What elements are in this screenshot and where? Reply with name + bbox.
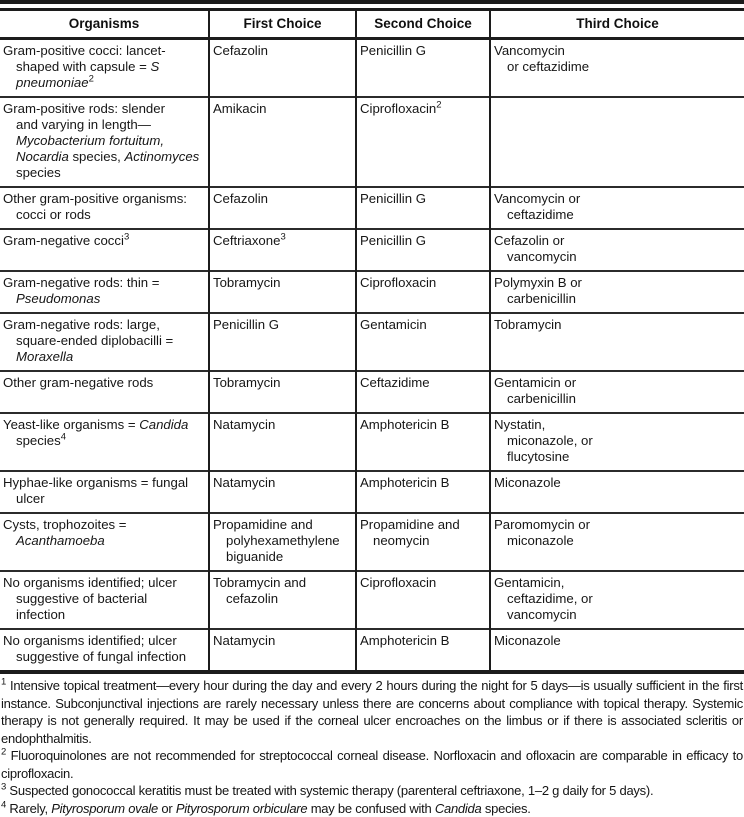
third-choice-cell: [490, 371, 744, 413]
third-choice-cell: [490, 229, 744, 271]
second-choice-cell-text: Penicillin G: [360, 191, 486, 207]
second-choice-cell: [356, 571, 490, 629]
first-choice-cell-text: Tobramycin: [213, 275, 352, 291]
second-choice-cell-text: Penicillin G: [360, 43, 486, 59]
second-choice-cell: [356, 271, 490, 313]
first-choice-cell-text: Cefazolin: [213, 191, 352, 207]
third-choice-cell: [490, 39, 744, 98]
third-choice-cell-text: Miconazole: [494, 475, 741, 491]
third-choice-cell-text: Nystatin, miconazole, or flucytosine: [494, 417, 741, 465]
second-choice-cell-text: Penicillin G: [360, 233, 486, 249]
second-choice-cell: [356, 187, 490, 229]
third-choice-cell: [490, 513, 744, 571]
second-choice-cell-text: Ciprofloxacin$^2$: [360, 101, 486, 117]
first-choice-cell: [209, 39, 356, 98]
treatment-table: [0, 8, 744, 674]
second-choice-cell: [356, 229, 490, 271]
second-choice-cell: [356, 629, 490, 672]
column-header-organisms: Organisms: [0, 10, 209, 39]
organisms-cell: [0, 187, 209, 229]
footnote: $^2$ Fluoroquinolones are not recommended for streptococcal corneal disease. Norfloxacin and ofloxacin are comparable in efficacy to ciprofloxacin.: [1, 747, 743, 782]
second-choice-cell: [356, 413, 490, 471]
third-choice-cell-text: Gentamicin, ceftazidime, or vancomycin: [494, 575, 741, 623]
organisms-cell-text: No organisms identified; ulcer suggestive of fungal infection: [3, 633, 205, 665]
column-header-second-choice: Second Choice: [356, 10, 490, 39]
third-choice-cell: [490, 413, 744, 471]
first-choice-cell-text: Tobramycin and cefazolin: [213, 575, 352, 607]
footnote-marker: 2: [1, 747, 6, 758]
first-choice-cell-text: Natamycin: [213, 475, 352, 491]
organisms-cell: [0, 39, 209, 98]
organisms-cell-text: Yeast-like organisms = Candida species$^4$: [3, 417, 205, 449]
organisms-cell: [0, 571, 209, 629]
organisms-cell: [0, 271, 209, 313]
table-row: [0, 271, 744, 313]
first-choice-cell-text: Natamycin: [213, 417, 352, 433]
organisms-cell: [0, 513, 209, 571]
third-choice-cell: [490, 97, 744, 187]
second-choice-cell-text: Ceftazidime: [360, 375, 486, 391]
second-choice-cell-text: Ciprofloxacin: [360, 275, 486, 291]
footnote-marker: 4: [1, 799, 6, 810]
table-row: [0, 229, 744, 271]
first-choice-cell: [209, 513, 356, 571]
first-choice-cell: [209, 313, 356, 371]
third-choice-cell: [490, 271, 744, 313]
first-choice-cell-text: Ceftriaxone$^3$: [213, 233, 352, 249]
first-choice-cell-text: Amikacin: [213, 101, 352, 117]
table-row: [0, 97, 744, 187]
third-choice-cell-text: Tobramycin: [494, 317, 741, 333]
third-choice-cell-text: Vancomycin or ceftazidime: [494, 43, 741, 75]
organisms-cell: [0, 313, 209, 371]
table-row: [0, 413, 744, 471]
third-choice-cell: [490, 571, 744, 629]
table-row: [0, 187, 744, 229]
third-choice-cell: [490, 313, 744, 371]
first-choice-cell: [209, 229, 356, 271]
organisms-cell-text: Gram-positive rods: slender and varying in length— Mycobacterium fortuitum, Nocardia species, Actinomyces species: [3, 101, 205, 181]
first-choice-cell: [209, 629, 356, 672]
first-choice-cell-text: Natamycin: [213, 633, 352, 649]
organisms-cell-text: Gram-positive cocci: lancet- shaped with capsule = S pneumoniae$^2$: [3, 43, 205, 91]
second-choice-cell-text: Amphotericin B: [360, 417, 486, 433]
header-row: [0, 10, 744, 39]
organisms-cell-text: Other gram-positive organisms: cocci or rods: [3, 191, 205, 223]
column-header-first-choice: First Choice: [209, 10, 356, 39]
organisms-cell: [0, 371, 209, 413]
second-choice-cell: [356, 39, 490, 98]
first-choice-cell: [209, 97, 356, 187]
third-choice-cell-text: Cefazolin or vancomycin: [494, 233, 741, 265]
third-choice-cell-text: Polymyxin B or carbenicillin: [494, 275, 741, 307]
organisms-cell: [0, 97, 209, 187]
organisms-cell-text: Hyphae-like organisms = fungal ulcer: [3, 475, 205, 507]
column-header-third-choice: Third Choice: [490, 10, 744, 39]
footnote: $^4$ Rarely, Pityrosporum ovale or Pityrosporum orbiculare may be confused with Candida species.: [1, 800, 743, 817]
top-rule: [0, 0, 744, 4]
second-choice-cell-text: Amphotericin B: [360, 633, 486, 649]
organisms-cell: [0, 629, 209, 672]
organisms-cell-text: No organisms identified; ulcer suggestive of bacterial infection: [3, 575, 205, 623]
first-choice-cell: [209, 187, 356, 229]
second-choice-cell-text: Gentamicin: [360, 317, 486, 333]
second-choice-cell: [356, 471, 490, 513]
organisms-cell: [0, 413, 209, 471]
footnote-marker: 1: [1, 677, 6, 688]
footnotes-block: [0, 677, 744, 817]
third-choice-cell: [490, 187, 744, 229]
table-row: [0, 313, 744, 371]
first-choice-cell: [209, 471, 356, 513]
first-choice-cell: [209, 371, 356, 413]
footnote: $^3$ Suspected gonococcal keratitis must be treated with systemic therapy (parenteral ceftriaxone, 1–2 g daily for 5 days).: [1, 782, 743, 800]
organisms-cell: [0, 471, 209, 513]
organisms-cell-text: Other gram-negative rods: [3, 375, 205, 391]
footnote-marker: 3: [1, 782, 6, 793]
organisms-cell-text: Cysts, trophozoites = Acanthamoeba: [3, 517, 205, 549]
second-choice-cell-text: Propamidine and neomycin: [360, 517, 486, 549]
first-choice-cell: [209, 571, 356, 629]
table-row: [0, 371, 744, 413]
organisms-cell-text: Gram-negative rods: thin = Pseudomonas: [3, 275, 205, 307]
first-choice-cell-text: Cefazolin: [213, 43, 352, 59]
third-choice-cell-text: Gentamicin or carbenicillin: [494, 375, 741, 407]
third-choice-cell: [490, 471, 744, 513]
third-choice-cell-text: Miconazole: [494, 633, 741, 649]
first-choice-cell-text: Tobramycin: [213, 375, 352, 391]
table-row: [0, 571, 744, 629]
third-choice-cell-text: Vancomycin or ceftazidime: [494, 191, 741, 223]
organisms-cell: [0, 229, 209, 271]
organisms-cell-text: Gram-negative cocci$^3$: [3, 233, 205, 249]
second-choice-cell-text: Amphotericin B: [360, 475, 486, 491]
second-choice-cell: [356, 513, 490, 571]
second-choice-cell: [356, 97, 490, 187]
table-row: [0, 629, 744, 672]
first-choice-cell: [209, 271, 356, 313]
third-choice-cell: [490, 629, 744, 672]
table-row: [0, 39, 744, 98]
table-body: [0, 39, 744, 673]
third-choice-cell-text: Paromomycin or miconazole: [494, 517, 741, 549]
second-choice-cell: [356, 313, 490, 371]
footnote: $^1$ Intensive topical treatment—every hour during the day and every 2 hours during the night for 5 days—is usually sufficient in the first instance. Subconjunctival injections are rarely necessary unless there are concerns about compliance with topical therapy. Systemic therapy is not generally required. It may be used if the corneal ulcer encroaches on the limbus or if there is associated scleritis or endophthalmitis.: [1, 677, 743, 747]
second-choice-cell-text: Ciprofloxacin: [360, 575, 486, 591]
first-choice-cell-text: Penicillin G: [213, 317, 352, 333]
first-choice-cell: [209, 413, 356, 471]
first-choice-cell-text: Propamidine and polyhexamethylene biguanide: [213, 517, 352, 565]
second-choice-cell: [356, 371, 490, 413]
organisms-cell-text: Gram-negative rods: large, square-ended diplobacilli = Moraxella: [3, 317, 205, 365]
table-row: [0, 513, 744, 571]
table-row: [0, 471, 744, 513]
